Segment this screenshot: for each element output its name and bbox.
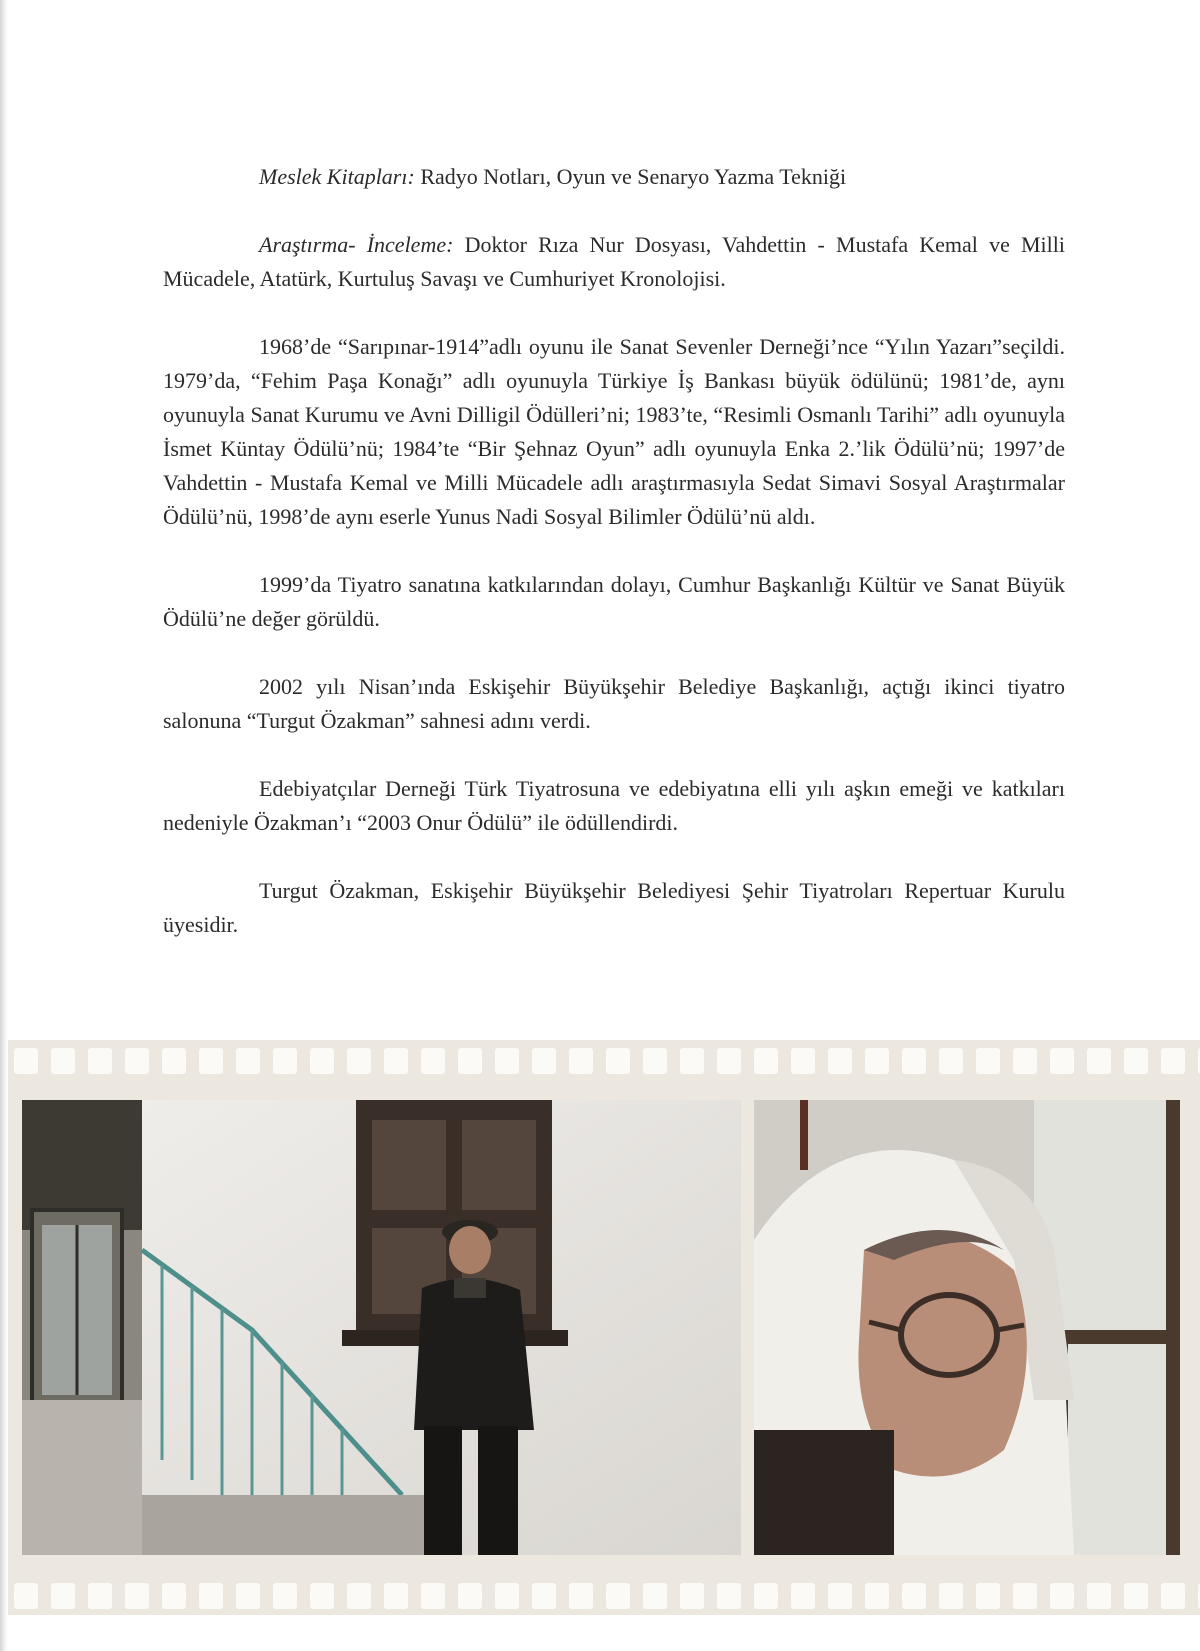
film-perforation-hole	[939, 1583, 963, 1609]
photo-woman-with-glasses-and-headscarf	[754, 1100, 1180, 1555]
film-perforation-hole	[1087, 1583, 1111, 1609]
paragraph-text: Doktor Rıza Nur Dosyası, Vahdettin - Mustafa Kemal ve Milli Mücadele, Atatürk, Kurtuluş Savaşı ve Cumhuriyet Kronolojisi.	[163, 232, 1065, 291]
film-perforation-hole	[125, 1583, 149, 1609]
film-perforation-hole	[199, 1583, 223, 1609]
film-perforation-hole	[310, 1583, 334, 1609]
film-perforation-hole	[532, 1048, 556, 1074]
film-perforation-hole	[14, 1583, 38, 1609]
film-perforation-hole	[1050, 1583, 1074, 1609]
paragraph-lead: Meslek Kitapları:	[259, 164, 415, 189]
film-perforation-hole	[643, 1583, 667, 1609]
film-perforation-hole	[273, 1583, 297, 1609]
film-perforation-hole	[51, 1048, 75, 1074]
film-perforation-hole	[495, 1583, 519, 1609]
paragraph-text: 1968’de “Sarıpınar-1914”adlı oyunu ile Sanat Sevenler Derneği’nce “Yılın Yazarı”seçildi. 1979’da, “Fehim Paşa Konağı” adlı oyunuyla Türkiye İş Bankası büyük ödülünü; 1981’de, aynı oyunuyla Sanat Kurumu ve Avni Dilligil Ödülleri’ni; 1983’te, “Resimli Osmanlı Tarihi” adlı oyunuyla İsmet Küntay Ödülü’nü; 1984’te “Bir Şehnaz Oyun” adlı oyunuyla Enka 2.’lik Ödülü’nü; 1997’de Vahdettin - Mustafa Kemal ve Milli Mücadele adlı araştırmasıyla Sedat Simavi Sosyal Araştırmalar Ödülü’nü, 1998’de aynı eserle Yunus Nadi Sosyal Bilimler Ödülü’nü aldı.	[163, 334, 1065, 529]
film-perforation-hole	[717, 1583, 741, 1609]
paragraph-text: Radyo Notları, Oyun ve Senaryo Yazma Tekniği	[414, 164, 847, 189]
film-perforation-hole	[421, 1048, 445, 1074]
film-perforation-hole	[347, 1583, 371, 1609]
film-perforation-hole	[680, 1048, 704, 1074]
paragraph-arastirma-inceleme	[163, 228, 1065, 296]
paragraph-text: 1999’da Tiyatro sanatına katkılarından dolayı, Cumhur Başkanlığı Kültür ve Sanat Büyük Ödülü’ne değer görüldü.	[163, 572, 1065, 631]
film-strip-photo-panel	[8, 1040, 1200, 1615]
film-perforation-hole	[88, 1048, 112, 1074]
film-perforation-hole	[1124, 1048, 1148, 1074]
film-perforation-hole	[347, 1048, 371, 1074]
film-perforation-hole	[717, 1048, 741, 1074]
film-perforation-hole	[125, 1048, 149, 1074]
film-perforation-hole	[1050, 1048, 1074, 1074]
film-perforation-hole	[569, 1048, 593, 1074]
film-perforation-hole	[754, 1048, 778, 1074]
film-perforation-hole	[14, 1048, 38, 1074]
paragraph-awards	[163, 330, 1065, 534]
paragraph-repertoire-board	[163, 874, 1065, 942]
paragraph-text: Turgut Özakman, Eskişehir Büyükşehir Belediyesi Şehir Tiyatroları Repertuar Kurulu üyesidir.	[163, 878, 1065, 937]
film-perforation-hole	[1087, 1048, 1111, 1074]
film-perforation-hole	[902, 1583, 926, 1609]
film-perforation-hole	[273, 1048, 297, 1074]
film-perforation-hole	[902, 1048, 926, 1074]
film-perforation-hole	[939, 1048, 963, 1074]
film-perforation-hole	[384, 1583, 408, 1609]
film-perforation-hole	[791, 1583, 815, 1609]
paragraph-meslek-kitaplari	[163, 160, 1065, 194]
film-perforation-hole	[532, 1583, 556, 1609]
document-body	[163, 160, 1065, 976]
film-perforation-hole	[310, 1048, 334, 1074]
film-perforation-hole	[606, 1048, 630, 1074]
film-perforation-hole	[791, 1048, 815, 1074]
film-perforation-hole	[495, 1048, 519, 1074]
film-perforation-hole	[1013, 1048, 1037, 1074]
film-perforation-hole	[828, 1583, 852, 1609]
film-perforation-hole	[1124, 1583, 1148, 1609]
paragraph-text: Edebiyatçılar Derneği Türk Tiyatrosuna ve edebiyatına elli yılı aşkın emeği ve katkıları nedeniyle Özakman’ı “2003 Onur Ödülü” ile ödüllendirdi.	[163, 776, 1065, 835]
page-binding-edge	[0, 0, 8, 1651]
film-perforation-hole	[51, 1583, 75, 1609]
film-perforation-hole	[162, 1583, 186, 1609]
film-perforation-top	[8, 1040, 1200, 1080]
film-perforation-hole	[680, 1583, 704, 1609]
film-perforation-hole	[384, 1048, 408, 1074]
photo-man-in-leather-jacket	[22, 1100, 741, 1555]
film-perforation-hole	[865, 1583, 889, 1609]
film-perforation-hole	[458, 1583, 482, 1609]
film-perforation-hole	[606, 1583, 630, 1609]
paragraph-lead: Araştırma- İnceleme:	[259, 232, 454, 257]
film-perforation-hole	[1161, 1583, 1185, 1609]
film-perforation-hole	[236, 1583, 260, 1609]
film-perforation-hole	[976, 1583, 1000, 1609]
film-perforation-hole	[643, 1048, 667, 1074]
film-perforation-hole	[236, 1048, 260, 1074]
film-perforation-hole	[1013, 1583, 1037, 1609]
film-perforation-hole	[1161, 1048, 1185, 1074]
paragraph-text: 2002 yılı Nisan’ında Eskişehir Büyükşehir Belediye Başkanlığı, açtığı ikinci tiyatro salonuna “Turgut Özakman” sahnesi adını verdi.	[163, 674, 1065, 733]
film-perforation-hole	[828, 1048, 852, 1074]
film-perforation-hole	[88, 1583, 112, 1609]
film-perforation-hole	[865, 1048, 889, 1074]
film-perforation-hole	[199, 1048, 223, 1074]
film-perforation-hole	[569, 1583, 593, 1609]
film-perforation-hole	[976, 1048, 1000, 1074]
paragraph-2002-stage	[163, 670, 1065, 738]
film-perforation-hole	[162, 1048, 186, 1074]
film-perforation-hole	[421, 1583, 445, 1609]
film-perforation-bottom	[8, 1575, 1200, 1615]
paragraph-1999-award	[163, 568, 1065, 636]
paragraph-2003-honor	[163, 772, 1065, 840]
film-perforation-hole	[458, 1048, 482, 1074]
film-perforation-hole	[754, 1583, 778, 1609]
